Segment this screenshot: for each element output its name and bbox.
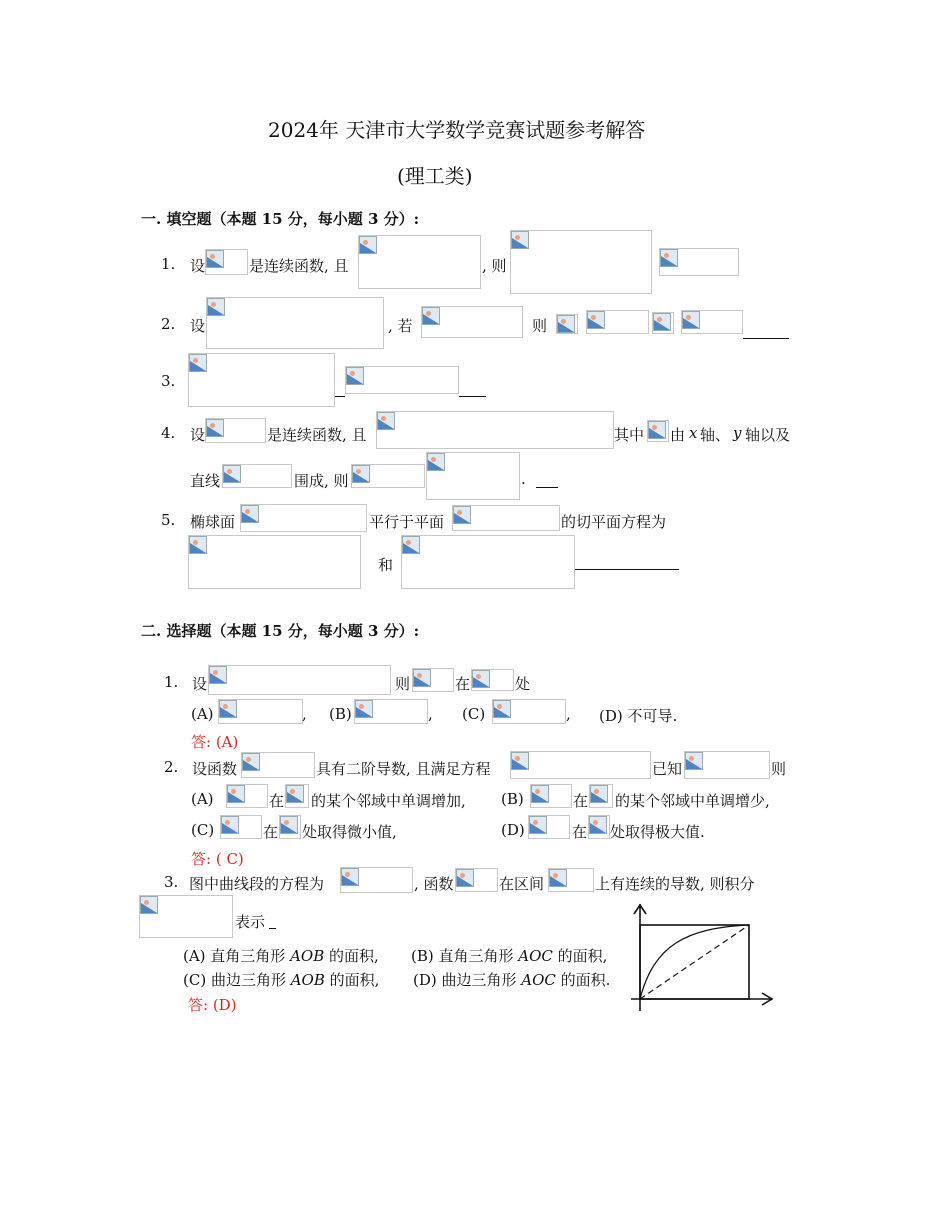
- broken-image-icon: [427, 453, 445, 471]
- option-d-label: (D) 不可导.: [599, 707, 678, 725]
- option-b-suffix: 的面积,: [552, 947, 608, 965]
- question-number: 1.: [164, 673, 179, 691]
- answer-text: 答: ( C): [191, 850, 244, 868]
- formula-image: [588, 815, 610, 839]
- broken-image-icon: [557, 315, 575, 333]
- broken-image-icon: [346, 367, 364, 385]
- formula-image: [358, 235, 481, 289]
- formula-image: [205, 418, 266, 443]
- formula-image: [240, 504, 367, 532]
- answer-blank: [459, 396, 486, 397]
- question-text: 设: [190, 426, 206, 444]
- question-text: 在区间: [499, 875, 545, 893]
- question-text: 则: [532, 317, 548, 335]
- broken-image-icon: [549, 869, 567, 887]
- variable-x: x: [689, 424, 698, 442]
- formula-image: [647, 420, 669, 442]
- broken-image-icon: [241, 505, 259, 523]
- question-text: 具有二阶导数, 且满足方程: [316, 760, 491, 778]
- question-number: 2.: [161, 315, 176, 333]
- formula-image: [345, 366, 459, 394]
- broken-image-icon: [493, 700, 511, 718]
- broken-image-icon: [453, 506, 471, 524]
- broken-image-icon: [221, 816, 239, 834]
- broken-image-icon: [377, 412, 395, 430]
- broken-image-icon: [456, 869, 474, 887]
- formula-image: [421, 306, 523, 338]
- broken-image-icon: [682, 311, 700, 329]
- formula-image: [279, 815, 301, 839]
- formula-image: [681, 310, 743, 334]
- question-text: 图中曲线段的方程为: [189, 875, 325, 893]
- formula-image: [492, 699, 566, 724]
- option-d-prefix: (D) 曲边三角形: [413, 971, 522, 989]
- section-heading-multiple-choice: 二. 选择题（本题 15 分，每小题 3 分）:: [141, 622, 420, 640]
- option-d-var: AOC: [521, 971, 556, 989]
- formula-image: [208, 665, 391, 695]
- option-a: [183, 945, 379, 966]
- broken-image-icon: [653, 313, 671, 331]
- formula-image: [455, 868, 498, 892]
- formula-image: [510, 751, 651, 779]
- formula-image: [354, 699, 428, 724]
- broken-image-icon: [529, 816, 547, 834]
- separator: ,: [302, 705, 307, 723]
- question-text: 平行于平面: [369, 513, 445, 531]
- broken-image-icon: [206, 250, 224, 268]
- option-c-label: (C): [191, 821, 215, 839]
- option-text: 处取得微小值,: [302, 823, 397, 841]
- formula-image: [401, 535, 575, 589]
- question-text: , 若: [388, 317, 413, 335]
- formula-image: [684, 751, 770, 779]
- broken-image-icon: [206, 419, 224, 437]
- question-text: 设: [190, 317, 206, 335]
- broken-image-icon: [227, 785, 245, 803]
- answer-text: 答: (D): [188, 996, 237, 1014]
- option-b-label: (B): [329, 705, 352, 723]
- broken-image-icon: [341, 868, 359, 886]
- question-text: 椭球面: [190, 513, 236, 531]
- question-number: 2.: [164, 758, 179, 776]
- option-text: 在: [572, 823, 588, 841]
- option-d: [413, 969, 610, 990]
- broken-image-icon: [531, 785, 549, 803]
- option-a-suffix: 的面积,: [324, 947, 379, 965]
- broken-image-icon: [286, 785, 304, 803]
- question-text: 设: [190, 257, 206, 275]
- formula-image: [206, 297, 384, 349]
- option-b-prefix: (B) 直角三角形: [411, 947, 519, 965]
- option-text: 的某个邻域中单调增少,: [615, 792, 770, 810]
- formula-image: [139, 895, 233, 938]
- page-title: 2024年 天津市大学数学竞赛试题参考解答: [268, 118, 646, 142]
- formula-image: [376, 411, 614, 449]
- broken-image-icon: [189, 354, 207, 372]
- formula-image: [556, 314, 578, 334]
- formula-image: [220, 815, 262, 839]
- broken-image-icon: [422, 307, 440, 325]
- formula-image: [188, 353, 335, 407]
- broken-image-icon: [587, 311, 605, 329]
- broken-image-icon: [402, 536, 420, 554]
- answer-blank: [269, 928, 276, 929]
- formula-image: [340, 867, 413, 893]
- broken-image-icon: [413, 669, 431, 687]
- question-text: 在: [455, 675, 471, 693]
- broken-image-icon: [472, 670, 490, 688]
- broken-image-icon: [648, 421, 666, 439]
- option-b-var: AOC: [518, 947, 553, 965]
- formula-image: [226, 784, 268, 808]
- separator: ,: [428, 705, 433, 723]
- formula-image: [528, 815, 570, 839]
- option-c-prefix: (C) 曲边三角形: [183, 971, 291, 989]
- formula-image: [471, 669, 514, 691]
- question-text: 轴、: [700, 426, 731, 444]
- variable-y: y: [733, 424, 742, 442]
- formula-image: [652, 312, 674, 334]
- broken-image-icon: [209, 666, 227, 684]
- question-text: , 则: [482, 257, 507, 275]
- formula-image: [241, 752, 315, 778]
- formula-image: [510, 230, 652, 294]
- question-text: 则: [771, 760, 787, 778]
- question-text: 已知: [652, 760, 683, 778]
- answer-blank: [536, 487, 558, 488]
- question-text: 围成, 则: [294, 472, 349, 490]
- broken-image-icon: [511, 752, 529, 770]
- broken-image-icon: [590, 785, 608, 803]
- broken-image-icon: [685, 752, 703, 770]
- formula-image: [530, 784, 572, 808]
- broken-image-icon: [660, 249, 678, 267]
- broken-image-icon: [223, 465, 241, 483]
- question-text: , 函数: [414, 875, 454, 893]
- option-c-label: (C): [462, 705, 486, 723]
- page-subtitle: (理工类): [397, 164, 473, 188]
- question-number: 1.: [161, 255, 176, 273]
- option-c: [183, 969, 379, 990]
- question-text: 设: [192, 675, 208, 693]
- answer-blank: [575, 569, 679, 570]
- broken-image-icon: [207, 298, 225, 316]
- formula-image: [659, 248, 739, 276]
- formula-image: [412, 668, 454, 692]
- option-text: 处取得极大值.: [610, 823, 705, 841]
- answer-text: 答: (A): [191, 733, 239, 751]
- question-text: 设函数: [192, 760, 238, 778]
- option-text: 的某个邻域中单调增加,: [311, 792, 466, 810]
- question-number: 3.: [164, 873, 179, 891]
- formula-image: [452, 505, 560, 531]
- option-c-suffix: 的面积,: [324, 971, 380, 989]
- section-heading-fill-in: 一. 填空题（本题 15 分，每小题 3 分）:: [141, 210, 420, 228]
- broken-image-icon: [589, 816, 607, 834]
- option-text: 在: [263, 823, 279, 841]
- formula-image: [218, 699, 303, 724]
- question-text: 直线: [190, 472, 221, 490]
- question-number: 3.: [161, 372, 176, 390]
- option-a-label: (A): [191, 705, 214, 723]
- question-text: .: [521, 470, 526, 488]
- answer-blank: [335, 396, 345, 397]
- question-text: 是连续函数, 且: [267, 426, 367, 444]
- question-number: 5.: [161, 511, 176, 529]
- broken-image-icon: [280, 816, 298, 834]
- formula-image: [351, 464, 425, 488]
- broken-image-icon: [355, 700, 373, 718]
- option-text: 在: [269, 792, 285, 810]
- option-a-label: (A): [191, 790, 214, 808]
- answer-blank: [743, 338, 789, 339]
- option-d-suffix: 的面积.: [555, 971, 611, 989]
- question-text: 是连续函数, 且: [249, 257, 349, 275]
- option-d-label: (D): [501, 821, 525, 839]
- formula-image: [285, 784, 309, 808]
- formula-image: [222, 464, 292, 488]
- curve-figure: [626, 900, 776, 1012]
- question-text: 的切平面方程为: [561, 513, 667, 531]
- broken-image-icon: [219, 700, 237, 718]
- question-text: 由: [670, 426, 686, 444]
- question-text: 轴以及: [745, 426, 791, 444]
- option-text: 在: [573, 792, 589, 810]
- broken-image-icon: [140, 896, 158, 914]
- question-text: 则: [395, 675, 411, 693]
- option-b: [411, 945, 607, 966]
- question-text: 和: [378, 556, 394, 574]
- formula-image: [205, 249, 248, 275]
- formula-image: [426, 452, 520, 500]
- option-c-var: AOB: [290, 971, 325, 989]
- question-text: 处: [515, 675, 531, 693]
- question-number: 4.: [161, 424, 176, 442]
- separator: ,: [566, 705, 571, 723]
- question-text: 上有连续的导数, 则积分: [595, 875, 755, 893]
- broken-image-icon: [189, 536, 207, 554]
- question-text: 其中: [614, 426, 645, 444]
- broken-image-icon: [359, 236, 377, 254]
- option-b-label: (B): [501, 790, 524, 808]
- broken-image-icon: [511, 231, 529, 249]
- formula-image: [589, 784, 613, 808]
- option-a-prefix: (A) 直角三角形: [183, 947, 291, 965]
- question-text: 表示: [235, 913, 266, 931]
- broken-image-icon: [352, 465, 370, 483]
- formula-image: [586, 310, 649, 334]
- formula-image: [188, 535, 361, 589]
- broken-image-icon: [242, 753, 260, 771]
- option-a-var: AOB: [290, 947, 325, 965]
- formula-image: [548, 868, 594, 892]
